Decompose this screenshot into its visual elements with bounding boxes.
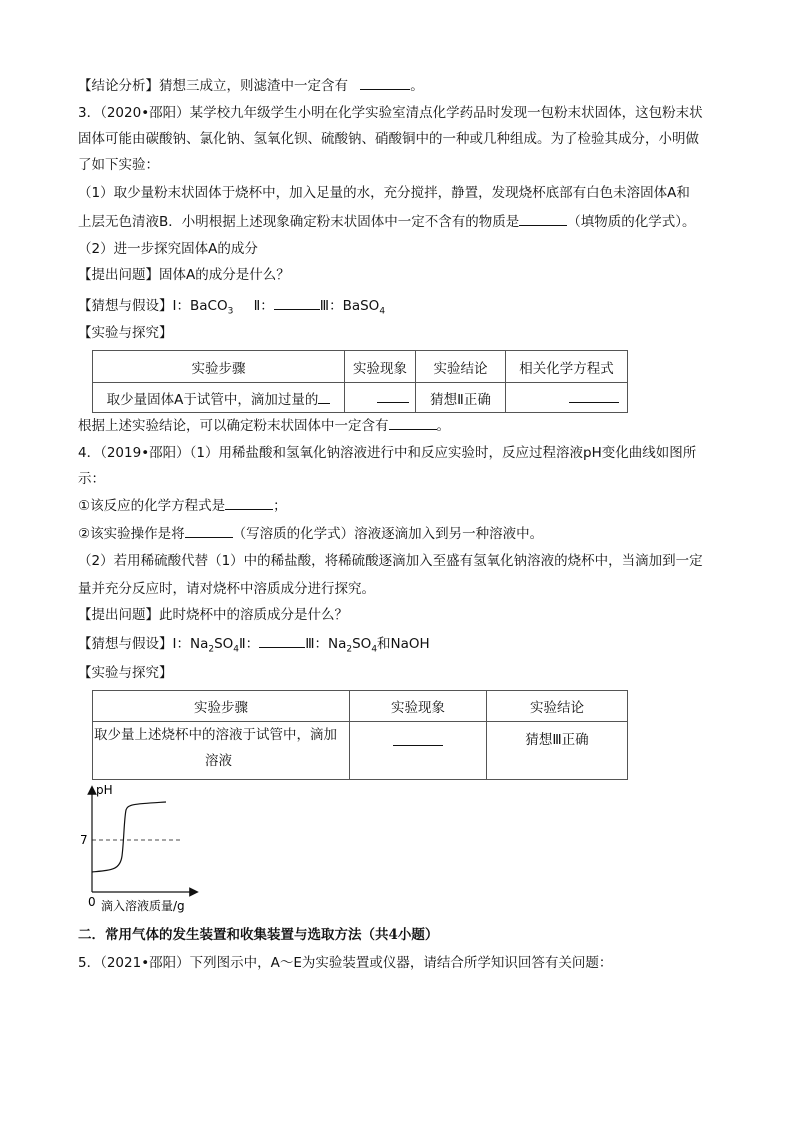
hyp-1: 【猜想与假设】Ⅰ：Na — [78, 636, 209, 652]
q4-operation-end: （写溶质的化学式）溶液逐滴加入到另一种溶液中。 — [232, 526, 544, 542]
q4-line-2: 示： — [78, 471, 105, 487]
q4-line-3 — [78, 496, 287, 515]
answer-blank — [360, 76, 410, 90]
q3-line-4: （1）取少量粉末状固体于烧杯中，加入足量的水，充分搅拌，静置，发现烧杯底部有白色未溶固体A和 — [78, 185, 690, 201]
header-step: 实验步骤 — [93, 351, 345, 383]
hyp-2: Ⅱ： — [253, 298, 274, 314]
answer-blank — [389, 416, 437, 430]
header-phenomenon: 实验现象 — [350, 691, 487, 722]
q4-experiment-heading: 【实验与探究】 — [78, 665, 173, 681]
q4-line-5: （2）若用稀硫酸代替（1）中的稀盐酸，将稀硫酸逐滴加入至盛有氢氧化钠溶液的烧杯中，当滴加到一定 — [78, 553, 703, 569]
cell-phenomenon — [350, 722, 487, 780]
conclusion-line — [78, 76, 424, 95]
period: 。 — [436, 418, 450, 434]
hyp-2: Ⅱ： — [239, 636, 260, 652]
answer-blank — [569, 389, 619, 403]
ph-7-label: 7 — [80, 833, 88, 847]
header-conclusion: 实验结论 — [416, 351, 506, 383]
hyp-3: Ⅲ：BaSO — [319, 298, 380, 314]
ph-chart — [72, 780, 212, 920]
q4-table — [92, 690, 628, 780]
hyp-1: 【猜想与假设】Ⅰ：BaCO — [78, 298, 228, 314]
q4-operation-text: ②该实验操作是将 — [78, 526, 185, 542]
answer-blank — [259, 634, 305, 648]
cell-phenomenon — [345, 383, 416, 413]
cell-conclusion: 猜想Ⅱ正确 — [416, 383, 506, 413]
y-axis-label: pH — [96, 783, 113, 797]
q3-experiment-heading: 【实验与探究】 — [78, 325, 173, 341]
header-step: 实验步骤 — [93, 691, 350, 722]
answer-blank — [519, 212, 567, 226]
q4-equation-text: ①该反应的化学方程式是 — [78, 498, 226, 514]
cell-conclusion: 猜想Ⅲ正确 — [487, 722, 628, 780]
header-conclusion: 实验结论 — [487, 691, 628, 722]
q3-line-5-end: （填物质的化学式）。 — [567, 214, 696, 230]
cell-equation — [506, 383, 628, 413]
q4-line-4 — [78, 524, 543, 543]
q3-line-5-text: 上层无色清液B．小明根据上述现象确定粉末状固体中一定不含有的物质是 — [78, 214, 520, 230]
q3-line-2: 固体可能由碳酸钠、氯化钠、氢氧化钡、硫酸钠、硝酸铜中的一种或几种组成。为了检验其成分，小明做 — [78, 131, 699, 147]
period: 。 — [410, 78, 424, 94]
q3-line-1: 3．（2020•邵阳）某学校九年级学生小明在化学实验室清点化学药品时发现一包粉末状固体，这包粉末状 — [78, 105, 703, 121]
q4-hypothesis: 【猜想与假设】Ⅰ：$Na_2SO_4Ⅱ$： Ⅲ：$Na_2SO_4$和NaOH — [78, 636, 430, 655]
q3-line-6: （2）进一步探究固体A的成分 — [78, 241, 258, 257]
cell-step — [93, 722, 350, 780]
q3-hypothesis: 【猜想与假设】Ⅰ：BaCO$_3$ Ⅱ： Ⅲ：BaSO$_4$ — [78, 298, 386, 317]
q5-line: 5．（2021•邵阳）下列图示中，A～E为实验装置或仪器，请结合所学知识回答有关问题： — [78, 955, 613, 971]
answer-blank — [393, 732, 443, 746]
q3-line-5 — [78, 212, 696, 231]
q3-final-text: 根据上述实验结论，可以确定粉末状固体中一定含有 — [78, 418, 389, 434]
ph-curve — [92, 802, 166, 872]
cell-step-line-2: 溶液 — [205, 753, 232, 769]
answer-blank — [377, 389, 409, 403]
cell-step-line-1: 取少量上述烧杯中的溶液于试管中，滴加 — [94, 727, 337, 743]
x-axis-label: 滴入溶液质量/g — [101, 899, 185, 913]
q3-final — [78, 416, 450, 435]
q4-line-1: 4．（2019•邵阳）（1）用稀盐酸和氢氧化钠溶液进行中和反应实验时，反应过程溶液pH变化曲线如图所 — [78, 445, 697, 461]
answer-blank — [225, 496, 273, 510]
q3-line-3: 了如下实验： — [78, 157, 159, 173]
q3-table — [92, 350, 628, 413]
q4-question: 【提出问题】此时烧杯中的溶质成分是什么？ — [78, 607, 348, 623]
origin-label: 0 — [88, 895, 96, 909]
header-equation: 相关化学方程式 — [506, 351, 628, 383]
section-2-heading: 二．常用气体的发生装置和收集装置与选取方法（共4小题） — [78, 927, 439, 943]
header-phenomenon: 实验现象 — [345, 351, 416, 383]
q3-question: 【提出问题】固体A的成分是什么？ — [78, 267, 290, 283]
semicolon: ； — [273, 498, 287, 514]
answer-blank — [318, 390, 330, 404]
cell-step: 取少量固体A于试管中，滴加过量的 — [93, 383, 345, 413]
answer-blank — [185, 524, 233, 538]
answer-blank — [274, 296, 320, 310]
conclusion-text: 【结论分析】猜想三成立，则滤渣中一定含有 — [78, 78, 348, 94]
q4-line-6: 量并充分反应时，请对烧杯中溶质成分进行探究。 — [78, 581, 375, 597]
hyp-3: Ⅲ：Na — [305, 636, 347, 652]
